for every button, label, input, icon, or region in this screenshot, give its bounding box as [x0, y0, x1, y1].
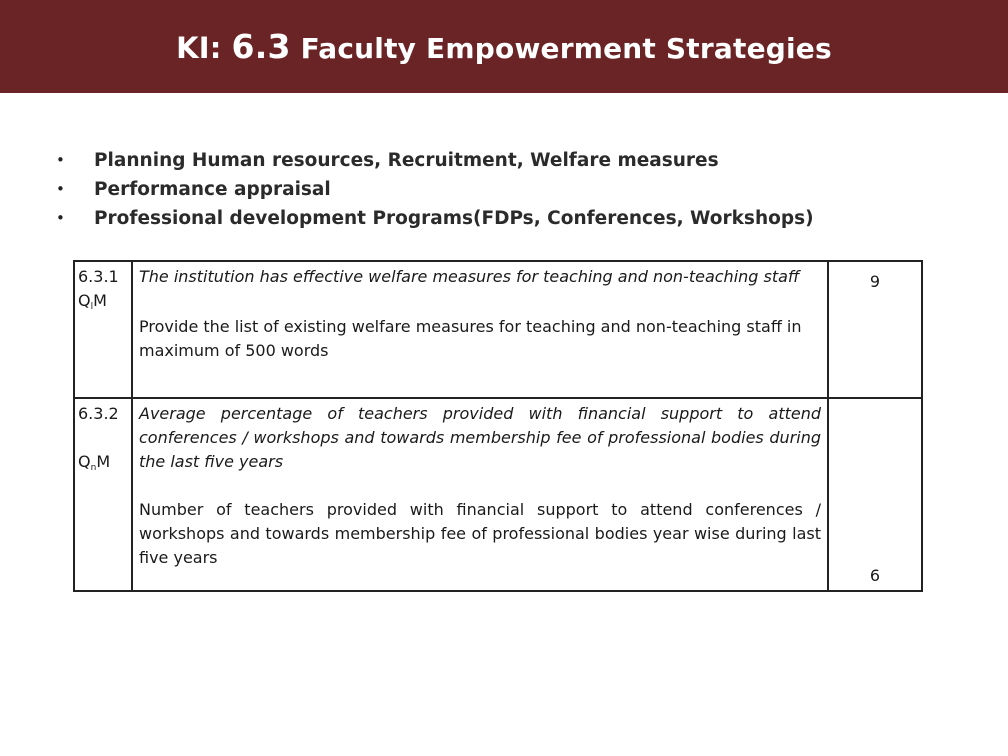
bullet-dot-icon: •	[56, 209, 65, 227]
metric-marks-cell	[828, 398, 922, 591]
title-prefix: KI:	[176, 31, 222, 65]
slide-header	[0, 0, 1008, 93]
metric-content-cell	[132, 261, 828, 398]
metric-code-cell	[74, 398, 132, 591]
table-row	[74, 261, 922, 398]
metric-type: $Q_lM$	[78, 291, 107, 312]
metric-code: 6.3.1	[78, 267, 119, 286]
bullet-dot-icon: •	[56, 180, 65, 198]
metric-code: 6.3.2	[78, 404, 119, 423]
title-number: 6.3	[231, 27, 291, 66]
metrics-table	[73, 260, 923, 592]
bullet-item	[56, 204, 956, 233]
table-row	[74, 398, 922, 591]
metric-title: The institution has effective welfare measures for teaching and non-teaching staff	[139, 267, 800, 286]
metric-marks-cell	[828, 261, 922, 398]
metric-title: Average percentage of teachers provided with financial support to attend conferences / workshops and towards membership fee of professional bodies during the last five years	[139, 404, 821, 471]
slide-title	[176, 27, 832, 66]
metric-description: Provide the list of existing welfare measures for teaching and non-teaching staff in maximum of 500 words	[139, 317, 802, 360]
metric-content-cell	[132, 398, 828, 591]
title-text: Faculty Empowerment Strategies	[300, 32, 832, 65]
bullet-item	[56, 146, 956, 175]
metric-code-cell	[74, 261, 132, 398]
bullet-item	[56, 175, 956, 204]
bullet-text: Performance appraisal	[94, 179, 331, 200]
bullet-list	[56, 146, 956, 233]
metric-type: $Q_nM$	[78, 452, 111, 473]
metric-marks: 6	[869, 566, 881, 585]
bullet-text: Planning Human resources, Recruitment, Welfare measures	[94, 150, 719, 171]
bullet-text: Professional development Programs(FDPs, Conferences, Workshops)	[94, 208, 814, 229]
bullet-dot-icon: •	[56, 151, 65, 169]
metric-marks: 9	[869, 272, 881, 291]
metric-description: Number of teachers provided with financial support to attend conferences / workshops and towards membership fee of professional bodies year wise during last five years	[139, 500, 821, 567]
